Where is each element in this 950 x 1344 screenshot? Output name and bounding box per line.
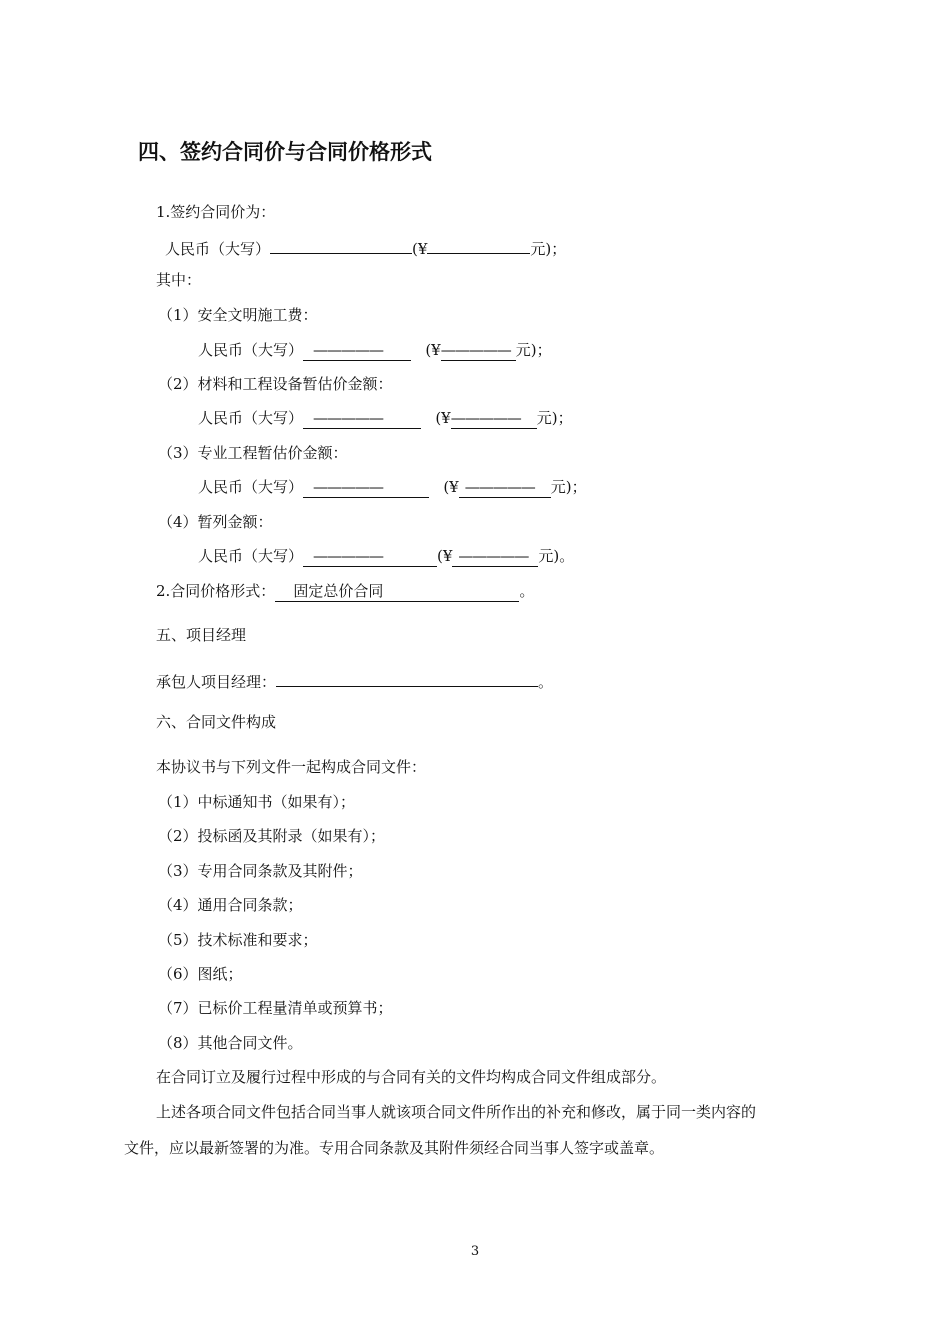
contract-doc-item: （4）通用合同条款； (158, 896, 303, 914)
specialty-estimate-row (198, 477, 587, 498)
provisional-sum-label: （4）暂列金额： (158, 513, 273, 531)
contract-doc-item: （5）技术标准和要求； (158, 931, 318, 949)
rmb-label: 人民币（大写） (198, 341, 304, 359)
of-which-label: 其中： (156, 271, 202, 289)
contract-doc-item: （6）图纸； (158, 965, 243, 983)
price-form-value: 固定总价合同 (293, 582, 384, 600)
yen-open: (¥ (425, 341, 441, 359)
rmb-label: 人民币（大写） (165, 240, 271, 258)
materials-estimate-number-field[interactable] (451, 408, 537, 429)
section-4-title: 四、签约合同价与合同价格形式 (138, 140, 432, 164)
contract-docs-paragraph: 文件，应以最新签署的为准。专用合同条款及其附件须经合同当事人签字或盖章。 (124, 1139, 665, 1157)
contract-docs-paragraph: 在合同订立及履行过程中形成的与合同有关的文件均构成合同文件组成部分。 (156, 1068, 667, 1086)
contract-doc-item: （7）已标价工程量清单或预算书； (158, 999, 393, 1017)
contract-price-row (165, 236, 566, 259)
provisional-sum-row (198, 546, 574, 567)
blank-dash: ————— (440, 341, 511, 359)
page-number: 3 (470, 1244, 480, 1259)
safety-fee-words-field[interactable] (303, 340, 411, 361)
rmb-label: 人民币（大写） (198, 478, 304, 496)
provisional-sum-words-field[interactable] (303, 546, 437, 567)
blank-dash: ————— (458, 547, 529, 565)
price-form-field[interactable] (275, 581, 519, 602)
yen-open: (¥ (435, 409, 451, 427)
yen-open: (¥ (443, 478, 459, 496)
yuan-close: 元)； (530, 240, 567, 258)
rmb-label: 人民币（大写） (198, 547, 304, 565)
blank-dash: ————— (313, 341, 384, 359)
contract-docs-paragraph: 上述各项合同文件包括合同当事人就该项合同文件所作出的补充和修改，属于同一类内容的 (156, 1103, 757, 1121)
yen-open: (¥ (412, 240, 428, 258)
project-manager-label: 承包人项目经理： (156, 673, 277, 691)
specialty-estimate-label: （3）专业工程暂估价金额： (158, 444, 348, 462)
provisional-sum-number-field[interactable] (452, 546, 538, 567)
specialty-estimate-number-field[interactable] (459, 477, 551, 498)
price-form-label: 2.合同价格形式： (156, 582, 276, 600)
safety-fee-label: （1）安全文明施工费： (158, 306, 318, 324)
yuan-close: 元)； (515, 341, 552, 359)
blank-dash: ————— (313, 547, 384, 565)
contract-price-number-field[interactable] (427, 236, 530, 254)
materials-estimate-words-field[interactable] (303, 408, 421, 429)
materials-estimate-row (198, 408, 573, 429)
contract-price-label: 1.签约合同价为： (156, 203, 276, 221)
yen-open: (¥ (437, 547, 453, 565)
materials-estimate-label: （2）材料和工程设备暂估价金额： (158, 375, 393, 393)
contract-doc-item: （1）中标通知书（如果有）； (158, 793, 356, 811)
contract-doc-item: （2）投标函及其附录（如果有）； (158, 827, 386, 845)
specialty-estimate-words-field[interactable] (303, 477, 429, 498)
blank-dash: ————— (464, 478, 535, 496)
rmb-label: 人民币（大写） (198, 409, 304, 427)
period: 。 (519, 582, 535, 600)
contract-doc-item: （8）其他合同文件。 (158, 1034, 303, 1052)
yuan-close: 元)； (536, 409, 573, 427)
price-form-row (156, 581, 534, 602)
section-6-title: 六、合同文件构成 (156, 713, 277, 731)
safety-fee-row (198, 340, 552, 361)
safety-fee-number-field[interactable] (441, 340, 516, 361)
contract-doc-item: （3）专用合同条款及其附件； (158, 862, 363, 880)
yuan-close: 元)； (550, 478, 587, 496)
contract-price-words-field[interactable] (270, 236, 412, 254)
project-manager-field[interactable] (276, 669, 538, 687)
project-manager-row (156, 669, 553, 692)
section-5-title: 五、项目经理 (156, 626, 247, 644)
yuan-close: 元)。 (538, 547, 575, 565)
blank-dash: ————— (313, 478, 384, 496)
blank-dash: ————— (450, 409, 521, 427)
blank-dash: ————— (313, 409, 384, 427)
contract-docs-intro: 本协议书与下列文件一起构成合同文件： (156, 758, 427, 776)
period: 。 (538, 673, 554, 691)
